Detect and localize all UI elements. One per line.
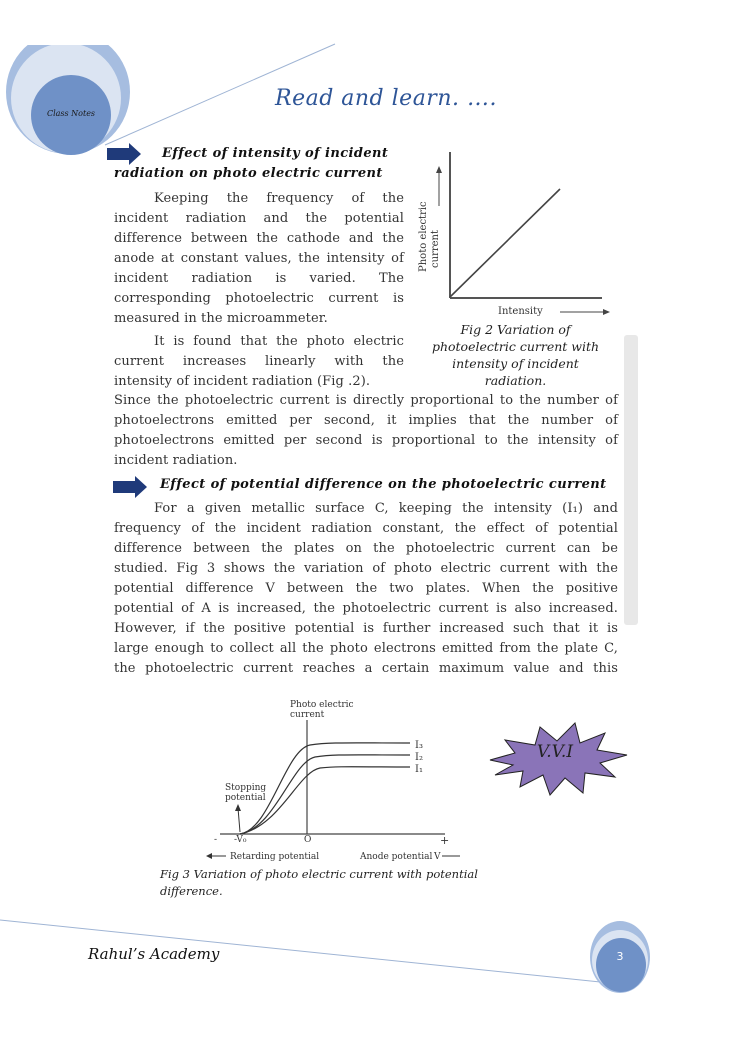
fig2-y-label: Photo electric bbox=[418, 201, 429, 272]
arrow-right-icon bbox=[107, 143, 141, 165]
svg-text:Photo electric: Photo electric bbox=[290, 700, 354, 710]
paragraph-potential: For a given metallic surface C, keeping the intensity (I₁) and frequency of the incident radiation constant, the effect of potential difference between the plates on the photoelectric current can be studied. Fig 3 shows the variation of photo electric current with the potential difference V between the two plates. When the positive potential of A is increased, the photoelectric current is also increased. However, if the positive potential is further increased such that it is large enough to collect all the photo electrons emitted from the plate C, the photoelectric current reaches a certain maximum value and this bbox=[114, 501, 618, 676]
arrow-right-icon bbox=[113, 476, 147, 498]
svg-text:Anode potential: Anode potential bbox=[360, 852, 433, 862]
fig2-x-label: Intensity bbox=[498, 306, 543, 317]
svg-text:current: current bbox=[290, 710, 325, 720]
section-heading-intensity-cont: radiation on photo electric current bbox=[114, 166, 383, 181]
svg-text:+: + bbox=[440, 834, 450, 847]
svg-text:V: V bbox=[434, 852, 441, 862]
svg-text:I₁: I₁ bbox=[415, 764, 423, 775]
paragraph-intensity-3: Since the photoelectric current is directly proportional to the number of photoelectrons emitted per second, it implies that the number of photoelectrons emitted per second is proportional to the intensity of incident radiation. bbox=[114, 393, 618, 468]
svg-text:Retarding potential: Retarding potential bbox=[230, 852, 320, 862]
fig2-y-label-2: current bbox=[430, 230, 441, 268]
page-title: Read and learn. …. bbox=[275, 86, 497, 111]
figure-2-graph bbox=[410, 140, 630, 330]
vvi-label: V.V.I bbox=[536, 742, 574, 762]
svg-text:-: - bbox=[214, 835, 218, 845]
section-heading-potential: Effect of potential difference on the photoelectric current bbox=[160, 477, 607, 492]
figure-3-graph bbox=[200, 690, 460, 870]
page-number: 3 bbox=[616, 950, 624, 963]
figure-3-caption: Fig 3 Variation of photo electric current with potential difference. bbox=[160, 867, 478, 898]
svg-text:-V₀: -V₀ bbox=[234, 835, 247, 845]
scrollbar[interactable] bbox=[624, 335, 638, 625]
class-notes-badge: Class Notes bbox=[46, 109, 96, 118]
svg-text:I₂: I₂ bbox=[415, 752, 423, 763]
section-heading-intensity: Effect of intensity of incident bbox=[162, 146, 389, 161]
paragraph-intensity-2: It is found that the photo electric current increases linearly with the intensity of incident radiation (Fig .2). bbox=[114, 334, 404, 389]
svg-text:Stopping: Stopping bbox=[225, 783, 267, 793]
figure-2-caption: Fig 2 Variation of photoelectric current with intensity of incident radiation. bbox=[431, 322, 600, 388]
svg-text:I₃: I₃ bbox=[415, 740, 423, 751]
footer-brand: Rahul’s Academy bbox=[88, 945, 220, 963]
svg-text:potential: potential bbox=[225, 793, 266, 803]
paragraph-intensity-1: Keeping the frequency of the incident radiation and the potential difference between the cathode and the anode at constant values, the intensity of incident radiation is varied. The corresponding photoelectric current is measured in the microammeter. bbox=[114, 191, 404, 326]
svg-text:O: O bbox=[304, 835, 312, 845]
